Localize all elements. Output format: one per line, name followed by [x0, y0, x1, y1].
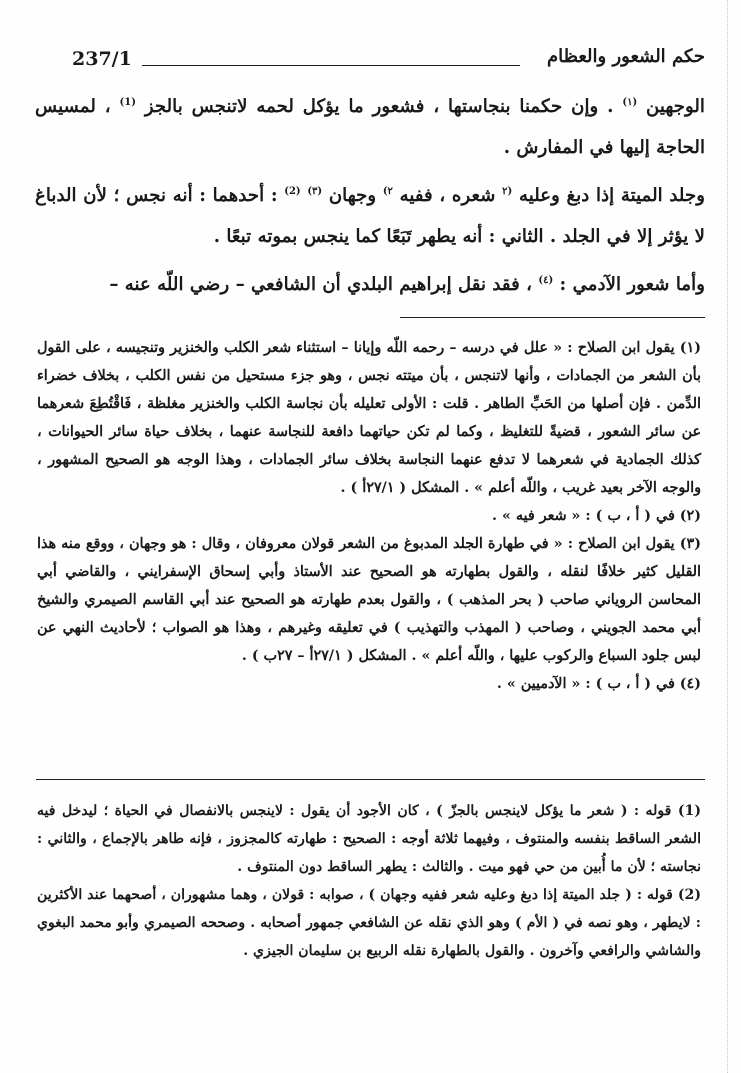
- notes-separator: [36, 779, 705, 780]
- commentary-note: (2) قوله : ( جلد الميتة إذا دبغ وعليه شعر ففيه وجهان ) ، صوابه : قولان ، وهما مشهوران ، أصحهما عند الأكثرين : لايطهر ، وهو نصه في ( الأم ) وهو الذي نقله عن الشافعي جمهور أصحابه . وصححه الصيمري وأبو محمد البغوي والشاشي والرافعي وآخرون . والقول بالطهارة نقله الربيع بن سليمان الجيزي .: [37, 887, 701, 959]
- footnote: (٤) في ( أ ، ب ) : « الآدميين » .: [496, 676, 701, 692]
- main-paragraph-2: وجلد الميتة إذا دبغ وعليه $^{(٢}$ شعره ، ففيه $^{٢)}$ وجهان $^{(٣)}$ $^{(2)}$ : أحدهما : أنه نجس ؛ لأن الدباغ لا يؤثر إلا في الجلد . الثاني : أنه يطهر تَبَعًا كما ينجس بموته تبعًا .: [35, 185, 705, 247]
- footnote-marker: (٣): [307, 186, 323, 197]
- note-marker: (1): [119, 97, 136, 108]
- commentary-notes: [37, 797, 701, 965]
- footnote-marker: (٢: [502, 186, 513, 197]
- binding-gutter-line: [727, 0, 729, 1073]
- footnote-marker: (١): [622, 97, 638, 108]
- running-title: حكم الشعور والعظام: [546, 46, 705, 67]
- footnote-separator: [400, 317, 705, 318]
- page-number: 237/1: [72, 48, 132, 70]
- footnote: (١) يقول ابن الصلاح : « علل في درسه – رحمه اللّه وإيانا – استثناء شعر الكلب والخنزير وتنجيسه ، على القول بأن الشعر من الجمادات ، وأنها لاتنجس ، بأن ميتته نجس ، وهو جزء مستحيل من نفس الكلب ، بخلاف خضراء الدِّمن . فإن أصلها من الحَبِّ الطاهر . قلت : الأولى تعليله بأن نجاسة الكلب والخنزير مغلظة ، فَاقْتُطِعَ شعرهما عن سائر الشعور ، قضيةً للتغليظ ، وكما لم تكن حياتهما دافعة للنجاسة عنهما ، بخلاف حياة سائر الحيوانات ، كذلك الجمادية في شعرهما لا تدفع عنهما النجاسة بخلاف سائر الجمادات ، وهذا الوجه هو الصحيح المشهور ، والوجه الآخر بعيد غريب ، واللّه أعلم » . المشكل ( ٢٧/١أ ) .: [37, 340, 701, 496]
- commentary-note: (1) قوله : ( شعر ما يؤكل لاينجس بالجزّ ) ، كان الأجود أن يقول : لاينجس بالانفصال في الحياة ؛ ليدخل فيه الشعر الساقط بنفسه والمنتوف ، وفيهما ثلاثة أوجه : الصحيح : طهارته كالمجزوز ، فإنه طاهر بالإجماع ، والثاني : نجاسته ؛ لأن ما أُبين من حي فهو ميت . والثالث : يطهر الساقط دون المنتوف .: [37, 803, 701, 875]
- footnote-marker: (٤): [538, 275, 554, 286]
- footnote: (٢) في ( أ ، ب ) : « شعر فيه » .: [492, 508, 701, 524]
- page-header: [72, 46, 705, 76]
- main-paragraph-1: الوجهين $^{(١)}$ . وإن حكمنا بنجاستها ، فشعور ما يؤكل لحمه لاتنجس بالجز $^{(1)}$ ، لمسيس الحاجة إليها في المفارش .: [35, 96, 705, 158]
- footnotes: [37, 334, 701, 698]
- note-marker: (2): [284, 186, 301, 197]
- main-text: [35, 86, 705, 305]
- header-rule: [142, 65, 520, 66]
- main-paragraph-3: وأما شعور الآدمي : $^{(٤)}$ ، فقد نقل إبراهيم البلدي أن الشافعي – رضي اللّه عنه –: [109, 274, 705, 295]
- footnote-marker: ٢): [382, 186, 393, 197]
- footnote: (٣) يقول ابن الصلاح : « في طهارة الجلد المدبوغ من الشعر قولان معروفان ، وقال : هو وجهان ، ووقع منه هذا القليل كثير خلافًا لنقله ، والقول بطهارته هو الصحيح عند الأستاذ وأبي إسحاق الإسفرايني ، والقاضي أبي المحاسن الروياني صاحب ( بحر المذهب ) ، والقول بعدم طهارته هو الصحيح عند أبي القاسم الصيمري والشيخ أبي محمد الجويني ، وصاحب ( المهذب والتهذيب ) في تعليقه وغيرهم ، وهذا هو الصواب ؛ لأحاديث النهي عن لبس جلود السباع والركوب عليها ، واللّه أعلم » . المشكل ( ٢٧/١أ – ٢٧ب ) .: [37, 536, 702, 664]
